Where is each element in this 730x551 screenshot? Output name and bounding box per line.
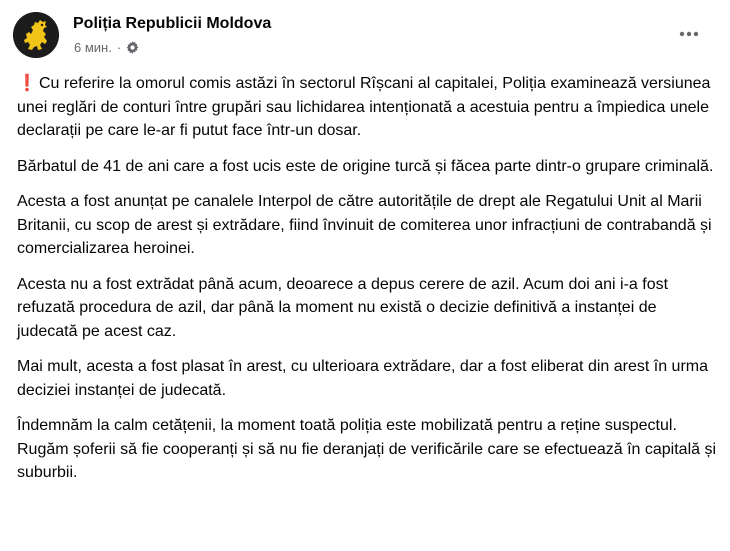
page-avatar[interactable]	[13, 12, 59, 58]
post-paragraph-4: Acesta nu a fost extrădat până acum, deoarece a depus cerere de azil. Acum doi ani i-a fost refuzată procedura de azil, dar până la moment nu există o decizie definitivă a instanței de judecată pe acest caz.	[17, 275, 669, 340]
exclamation-icon: ❗	[17, 75, 37, 92]
post-paragraph-2: Bărbatul de 41 de ani care a fost ucis este de origine turcă și făcea parte dintr-o grupare criminală.	[17, 157, 714, 175]
post-paragraph-3: Acesta a fost anunțat pe canalele Interpol de către autoritățile de drept ale Regatului Unit al Marii Britanii, cu scop de arest și extrădare, fiind învinuit de comiterea unor infracțiuni de contrabandă și comercializarea heroinei.	[17, 193, 712, 257]
page-name[interactable]: Poliția Republicii Moldova	[73, 15, 272, 32]
post-timestamp[interactable]: 6 мин.	[74, 40, 112, 55]
settings-gear-icon[interactable]	[126, 41, 139, 54]
post-paragraph-6: Îndemnăm la calm cetățenii, la moment toată poliția este mobilizată pentru a reține suspectul. Rugăm șoferii să fie cooperanți și să nu fie deranjați de verificările care se efectuează în capitală și suburbii.	[17, 417, 717, 481]
post-body	[17, 72, 717, 497]
more-horizontal-icon	[679, 31, 699, 37]
lion-emblem-icon	[13, 12, 59, 58]
more-options-button[interactable]	[672, 20, 706, 48]
meta-separator: ·	[116, 40, 122, 55]
post-paragraph-5: Mai mult, acesta a fost plasat în arest, cu ulterioara extrădare, dar a fost eliberat din arest în urma deciziei instanței de judecată.	[17, 358, 708, 399]
post-meta	[74, 40, 139, 55]
post-paragraph-1: ❗ Cu referire la omorul comis astăzi în sectorul Rîșcani al capitalei, Poliția examinează versiunea unei reglări de conturi între grupări sau lichidarea intenționată a acestuia pentru a împiedica unele declarații pe care le-ar fi putut face într-un dosar.	[17, 72, 717, 143]
